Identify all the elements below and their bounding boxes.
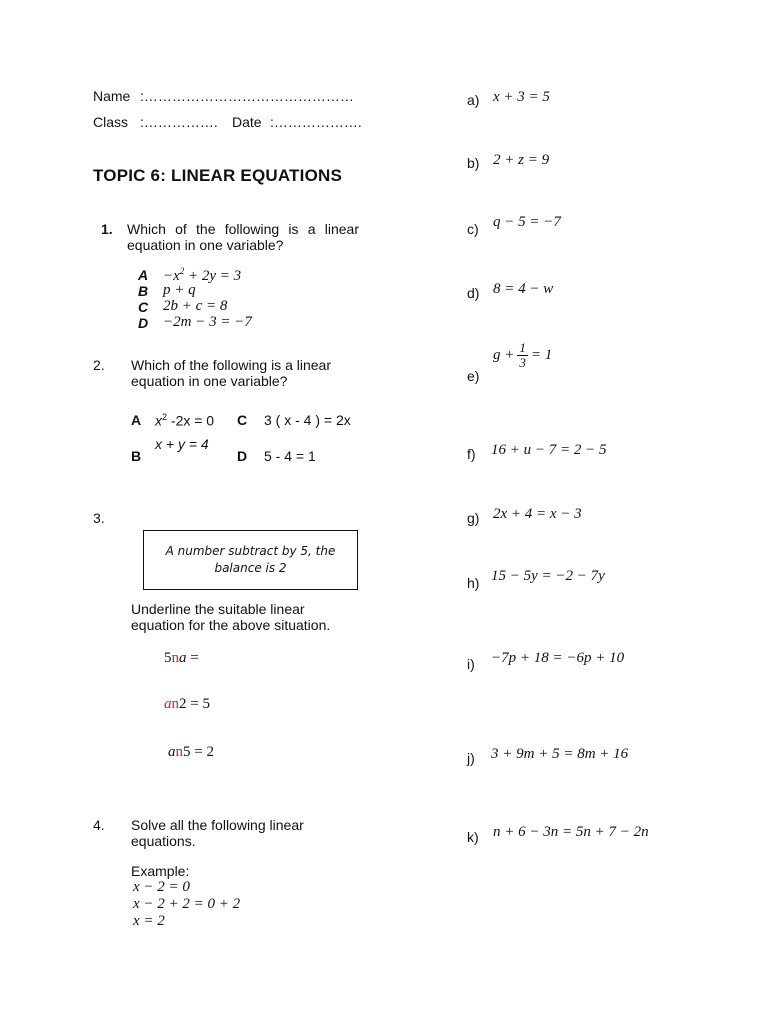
q2-option-d: 5 - 4 = 1 [264,448,316,464]
q1-option-a-letter: A [138,267,149,283]
q2-text-line1: Which of the following is a linear [131,357,331,373]
eq-j-label: j) [467,750,475,766]
q4-text-line2: equations. [131,833,196,849]
q2-option-b: x + y = 4 [155,436,209,452]
q1-option-b-letter: B [138,283,149,299]
eq-b: 2 + z = 9 [493,152,550,168]
eq-d: 8 = 4 − w [493,281,554,297]
eq-f: 16 + u − 7 = 2 − 5 [491,442,607,458]
eq-e-label: e) [467,368,480,384]
q4-text-line1: Solve all the following linear [131,817,304,833]
eq-i-label: i) [467,656,475,672]
q2-option-c-letter: C [237,412,248,428]
eq-c: q − 5 = −7 [493,214,561,230]
eq-c-label: c) [467,221,479,237]
eq-a: x + 3 = 5 [493,89,550,105]
eq-k-label: k) [467,829,479,845]
eq-j: 3 + 9m + 5 = 8m + 16 [491,746,629,762]
q1-number: 1. [101,221,113,237]
q2-text-line2: equation in one variable? [131,373,288,389]
eq-k: n + 6 − 3n = 5n + 7 − 2n [493,824,649,840]
q2-option-c: 3 ( x - 4 ) = 2x [264,412,351,428]
q1-option-a: $-x^2 + 2y = 3$ [163,266,242,284]
class-blank[interactable]: :……………. [140,114,218,130]
eq-g: 2x + 4 = x − 3 [493,506,582,522]
q1-text-line2: equation in one variable? [127,237,284,253]
q4-example-step-3: x = 2 [133,913,165,929]
eq-h-label: h) [467,575,480,591]
eq-e-fraction: $\frac{1}{3}$ [519,340,526,370]
eq-d-label: d) [467,285,480,301]
eq-h: 15 − 5y = −2 − 7y [491,568,605,584]
q1-option-c-letter: C [138,299,149,315]
q3-situation-text: A number subtract by 5, the balance is 2 [165,543,336,575]
q3-instruction-line1: Underline the suitable linear [131,601,305,617]
q3-equation-2[interactable]: an2 = 5 [164,696,210,712]
name-label: Name [93,88,131,104]
eq-i: −7p + 18 = −6p + 10 [491,650,625,666]
date-label: Date [232,114,262,130]
eq-e: g + $\frac{1}{3}$ = 1 [493,340,553,370]
q2-option-a-letter: A [131,412,142,428]
q1-option-c: 2b + c = 8 [163,298,228,314]
q3-number: 3. [93,510,105,526]
q1-option-d: −2m − 3 = −7 [163,314,252,330]
name-blank[interactable]: :……………………………………… [140,88,354,104]
q1-option-d-letter: D [138,315,149,331]
eq-f-label: f) [467,446,476,462]
q3-situation-box [143,530,358,590]
page-title: TOPIC 6: LINEAR EQUATIONS [93,166,343,185]
eq-g-label: g) [467,510,480,526]
q3-instruction-line2: equation for the above situation. [131,617,331,633]
class-label: Class [93,114,129,130]
q4-example-step-1: x − 2 = 0 [133,879,190,895]
q4-example-label: Example: [131,863,190,879]
eq-b-label: b) [467,155,480,171]
q1-option-b: p + q [163,282,196,298]
q4-number: 4. [93,817,105,833]
q2-option-d-letter: D [237,448,248,464]
q4-example-step-2: x − 2 + 2 = 0 + 2 [133,896,241,912]
q3-equation-1[interactable]: 5na = [164,650,199,666]
eq-a-label: a) [467,92,480,108]
q2-number: 2. [93,357,105,373]
q2-option-b-letter: B [131,448,142,464]
q3-equation-3[interactable]: an5 = 2 [168,744,214,760]
q1-text-line1: Which of the following is a linear [127,221,359,237]
date-blank[interactable]: :………………. [270,114,362,130]
q2-option-a: $x^2$ -2x = 0 [155,412,215,429]
